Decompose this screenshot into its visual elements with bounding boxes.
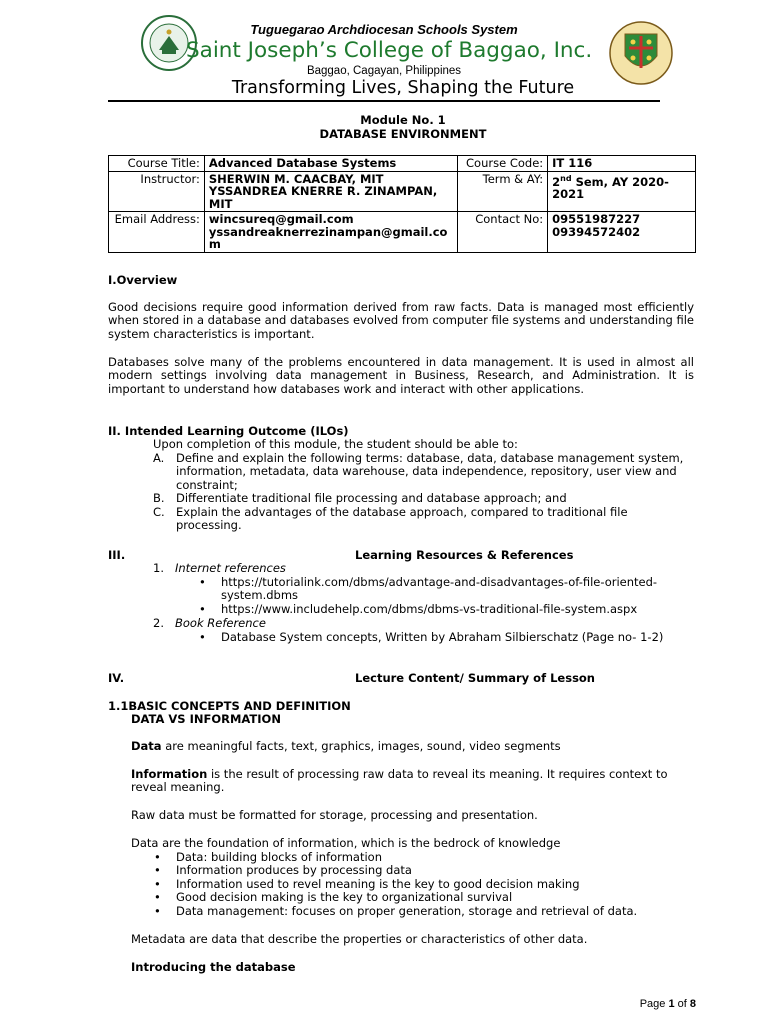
book-reference-label: Book Reference [174,616,266,630]
list-item-text: Explain the advantages of the database approach, compared to traditional file processing. [176,504,628,533]
list-item: • Database System concepts, Written by Abraham Silbierschatz (Page no- 1-2) [199,631,697,644]
list-item [153,492,693,505]
email-label: Email Address: [109,212,205,253]
term-label: Term & AY: [458,171,548,212]
term-rest: Sem, AY 2020-2021 [552,174,669,201]
page-total: 8 [689,998,696,1010]
ilo-list [153,452,693,532]
overview-paragraph: Databases solve many of the problems encountered in data management. It is used in almost all modern settings involving data management in Business, Research, and Administration. It is important to understand how databases work and interact with other applications. [108,355,694,396]
subsection-title: 1.1BASIC CONCEPTS AND DEFINITION [108,699,351,713]
college-name: Saint Joseph’s College of Baggao, Inc. [186,38,593,63]
internet-references-label: Internet references [174,561,286,575]
list-item: • Information used to revel meaning is the key to good decision making [154,878,694,891]
list-marker: A. [153,451,165,465]
list-marker: B. [153,491,165,506]
module-title: DATABASE ENVIRONMENT [319,127,487,141]
email-address: wincsureq@gmail.com [208,212,354,226]
school-system-title: Tuguegarao Archdiocesan Schools System [250,22,518,37]
list-item: • Data: building blocks of information [154,851,694,864]
instructor-value [204,171,457,212]
page-number: 1 [668,998,675,1010]
list-item: • https://tutorialink.com/dbms/advantage-and-disadvantages-of-file-oriented-system.dbms [199,576,679,603]
book-reference-list [199,631,697,644]
list-item: • https://www.includehelp.com/dbms/dbms-vs-traditional-file-system.aspx [199,603,679,616]
list-item: • Data management: focuses on proper generation, storage and retrieval of data. [154,905,694,918]
list-item-text: Differentiate traditional file processing and database approach; and [176,491,567,506]
course-code-label: Course Code: [458,156,548,172]
course-title-value: Advanced Database Systems [204,156,457,172]
contact-value [548,212,696,253]
course-code-value: IT 116 [548,156,696,172]
list-item-text: Define and explain the following terms: database, data, database management system, information, metadata, data warehouse, data independence, repository, user view and constraint; [176,451,684,492]
table-row [109,156,696,172]
term-value [548,171,696,212]
page-of-label: of [674,998,690,1010]
book-reference-item [153,617,266,630]
data-bullet-list [154,851,694,918]
college-tagline: Transforming Lives, Shaping the Future [231,78,575,98]
email-value [204,212,457,253]
lecture-numeral: IV. [108,671,125,685]
list-number: 1. [153,561,164,575]
instructor-label: Instructor: [109,171,205,212]
module-number: Module No. 1 [360,113,446,127]
ilo-heading: II. Intended Learning Outcome (ILOs) [108,424,349,438]
introducing-database-heading: Introducing the database [131,960,296,974]
resources-numeral: III. [108,548,126,562]
course-info-table [108,155,696,253]
information-definition-text: is the result of processing raw data to reveal its meaning. It requires context to reveal meaning. [131,767,668,795]
data-definition-text: are meaningful facts, text, graphics, images, sound, video segments [161,739,561,753]
table-row [109,171,696,212]
contact-number: 09394572402 [552,224,641,239]
resources-heading: Learning Resources & References [355,548,574,562]
list-item [153,506,693,533]
course-title-label: Course Title: [109,156,205,172]
page-label: Page [639,998,669,1010]
contact-label: Contact No: [458,212,548,253]
list-item [153,452,693,492]
overview-heading: I.Overview [108,273,178,287]
data-term: Data [131,739,162,753]
term-sem: 2 [552,174,561,189]
information-term: Information [131,767,208,781]
internet-references-item [153,562,286,575]
contact-number: 09551987227 [552,212,641,226]
internet-references-list [199,576,679,616]
instructor-name: SHERWIN M. CAACBAY, MIT [208,171,384,186]
metadata-sentence: Metadata are data that describe the properties or characteristics of other data. [131,932,588,946]
information-definition [131,768,691,795]
overview-paragraph: Good decisions require good information derived from raw facts. Data is managed most efficiently when stored in a database and databases evolved from computer file systems and understanding file system characteristics is important. [108,300,694,341]
page-footer [640,998,696,1010]
table-row [109,212,696,253]
subsection-subtitle: DATA VS INFORMATION [131,712,281,726]
list-marker: C. [153,504,165,519]
header-divider [108,100,660,102]
lecture-heading: Lecture Content/ Summary of Lesson [355,671,595,685]
instructor-name: YSSANDREA KNERRE R. ZINAMPAN, MIT [208,184,438,211]
data-definition [131,740,691,753]
list-item: • Information produces by processing data [154,864,694,877]
list-item: • Good decision making is the key to organizational survival [154,891,694,904]
list-number: 2. [153,616,164,630]
foundation-sentence: Data are the foundation of information, which is the bedrock of knowledge [131,836,561,850]
ilo-intro: Upon completion of this module, the student should be able to: [153,437,518,451]
email-address: yssandreaknerrezinampan@gmail.com [208,224,448,251]
college-address: Baggao, Cagayan, Philippines [306,65,462,77]
module-heading [0,113,768,141]
term-sup: nd [560,173,572,183]
raw-data-sentence: Raw data must be formatted for storage, processing and presentation. [131,808,538,822]
